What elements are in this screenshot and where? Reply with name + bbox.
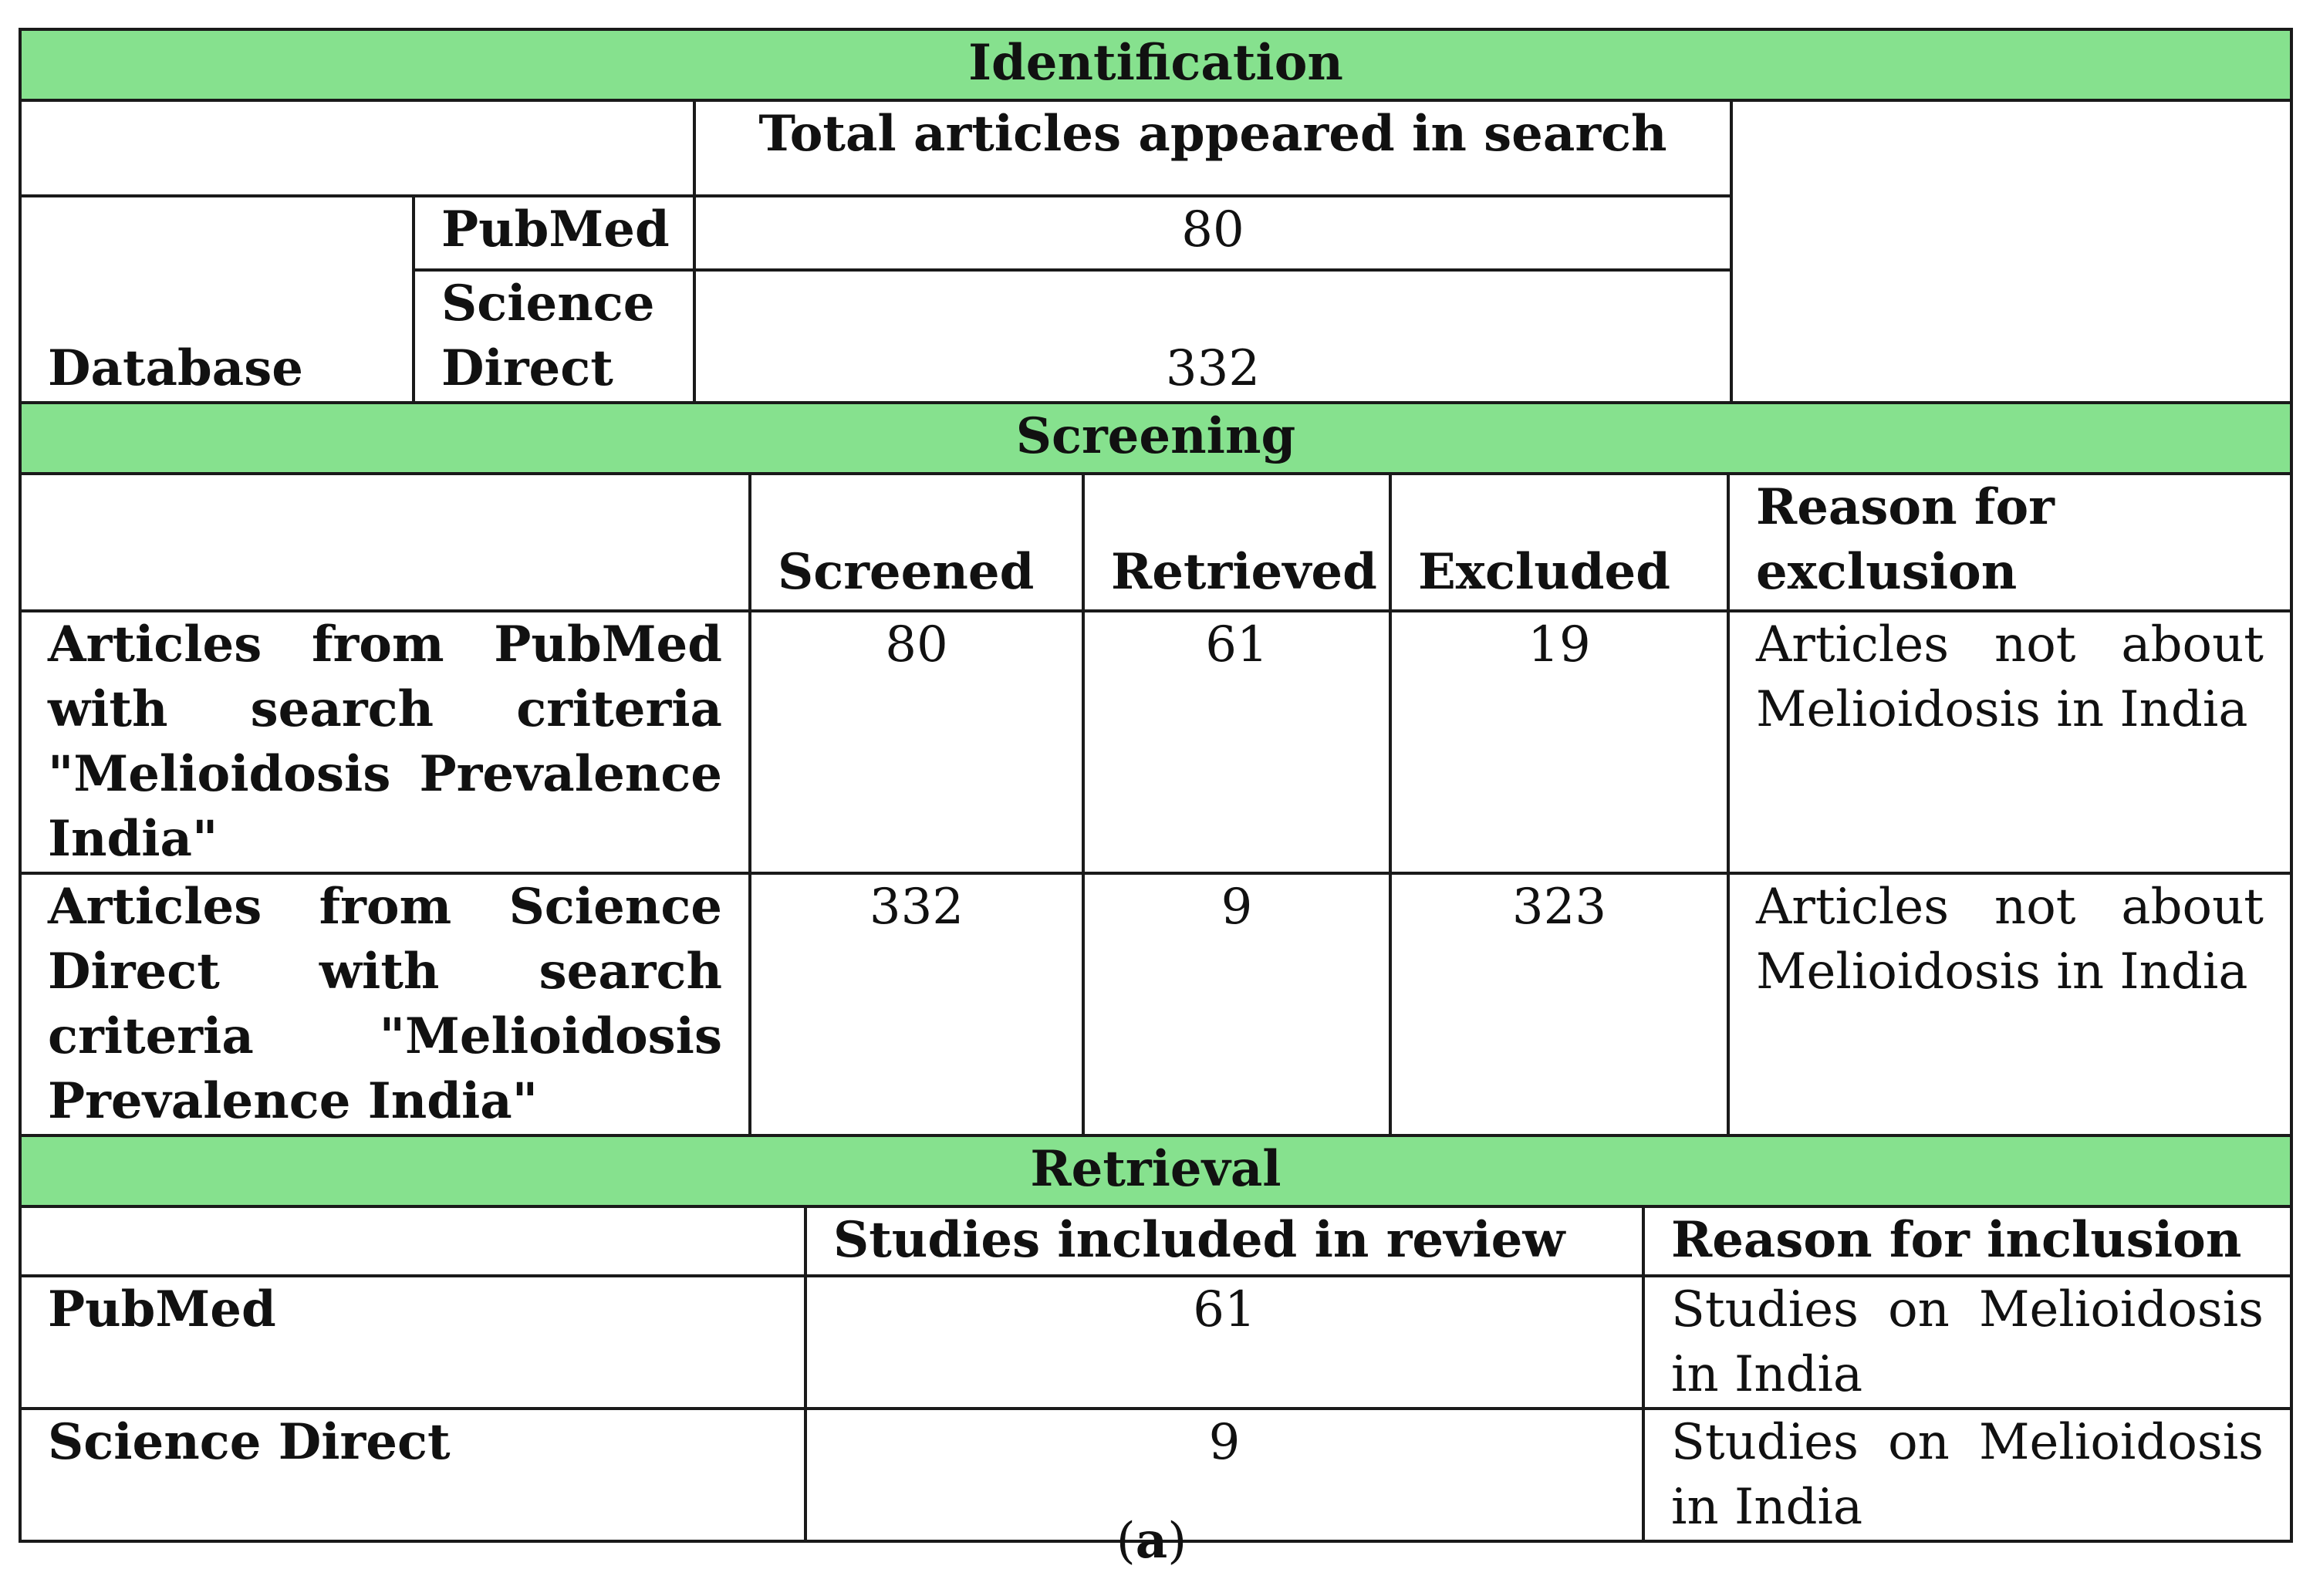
- identification-header-row: [20, 100, 2291, 196]
- identification-heading: Identification: [20, 29, 2291, 100]
- table-row: [20, 873, 2291, 1135]
- retrieval-header-row: [20, 1206, 2291, 1276]
- retrieval-source-pubmed: PubMed: [20, 1276, 805, 1409]
- identification-table: [19, 28, 2293, 475]
- caption-letter: a: [1135, 1512, 1168, 1570]
- retrieved-pubmed: 61: [1083, 611, 1390, 873]
- screening-header-row: [20, 474, 2291, 611]
- retrieval-band: [20, 1135, 2291, 1206]
- total-pubmed: 80: [694, 196, 1731, 270]
- source-pubmed: PubMed: [414, 196, 694, 270]
- total-science-direct: 332: [694, 270, 1731, 403]
- retrieval-table: [19, 1205, 2293, 1543]
- figure-caption: [0, 1512, 2303, 1570]
- included-science-direct: 9: [805, 1409, 1643, 1541]
- caption-close-paren: ): [1167, 1513, 1187, 1570]
- empty-cell: [20, 100, 694, 196]
- excluded-pubmed: 19: [1390, 611, 1728, 873]
- screened-science-direct: 332: [750, 873, 1083, 1135]
- header-reason-inclusion: Reason for inclusion: [1643, 1206, 2291, 1276]
- header-reason-exclusion: Reason for exclusion: [1728, 474, 2291, 611]
- included-pubmed: 61: [805, 1276, 1643, 1409]
- retrieval-heading: Retrieval: [20, 1135, 2291, 1206]
- excluded-science-direct: 323: [1390, 873, 1728, 1135]
- retrieved-science-direct: 9: [1083, 873, 1390, 1135]
- caption-open-paren: (: [1116, 1513, 1136, 1570]
- header-studies-included: Studies included in review: [805, 1206, 1643, 1276]
- retrieval-source-science-direct: Science Direct: [20, 1409, 805, 1541]
- screening-label-pubmed: Articles from PubMed with search criteria "Melioidosis Prevalence India": [20, 611, 750, 873]
- reason-exclusion-pubmed: Articles not about Melioidosis in India: [1728, 611, 2291, 873]
- table-row: [20, 611, 2291, 873]
- table-row: [20, 1276, 2291, 1409]
- screened-pubmed: 80: [750, 611, 1083, 873]
- empty-cell: [20, 474, 750, 611]
- prisma-table: [19, 28, 2290, 1543]
- identification-band: [20, 29, 2291, 100]
- source-science-direct: Science Direct: [414, 270, 694, 403]
- screening-label-science-direct: Articles from Science Direct with search criteria "Melioidosis Prevalence India": [20, 873, 750, 1135]
- reason-inclusion-pubmed: Studies on Melioidosis in India: [1643, 1276, 2291, 1409]
- database-label: Database: [20, 196, 414, 403]
- screening-table: [19, 472, 2293, 1208]
- screening-band: [20, 403, 2291, 474]
- header-screened: Screened: [750, 474, 1083, 611]
- empty-cell: [1731, 100, 2291, 403]
- empty-cell: [20, 1206, 805, 1276]
- reason-exclusion-science-direct: Articles not about Melioidosis in India: [1728, 873, 2291, 1135]
- total-articles-header: Total articles appeared in search: [694, 100, 1731, 196]
- header-excluded: Excluded: [1390, 474, 1728, 611]
- header-retrieved: Retrieved: [1083, 474, 1390, 611]
- reason-inclusion-science-direct: Studies on Melioidosis in India: [1643, 1409, 2291, 1541]
- screening-heading: Screening: [20, 403, 2291, 474]
